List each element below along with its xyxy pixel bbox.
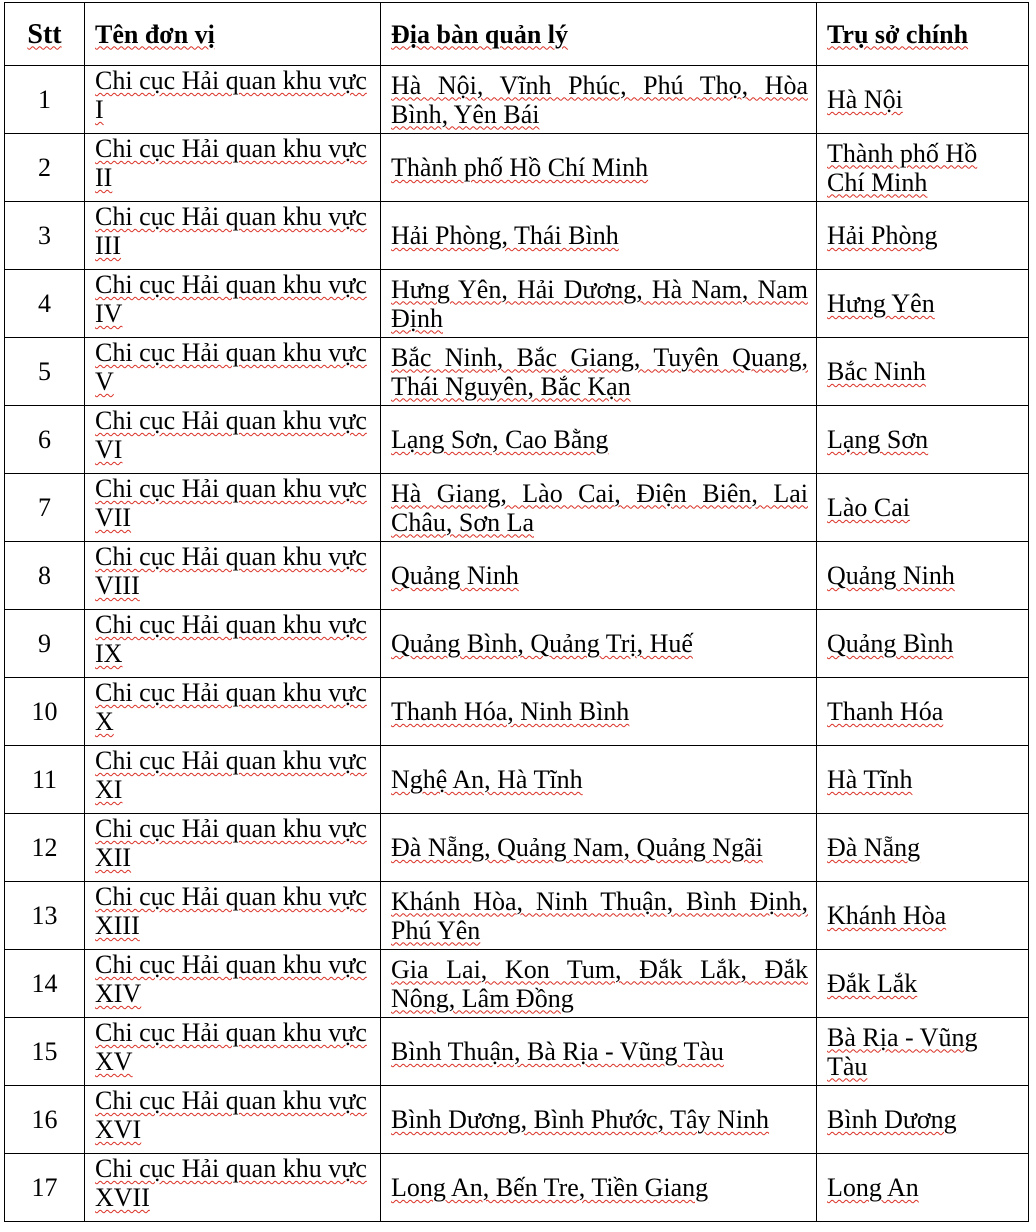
row-headquarters-cell: [817, 66, 1029, 134]
row-headquarters-cell: [817, 474, 1029, 542]
row-stt-text: 4: [38, 289, 51, 318]
table-row: [5, 270, 1029, 338]
row-stt-text: 1: [38, 85, 51, 114]
row-headquarters-text: Lạng Sơn: [827, 425, 929, 454]
row-unit-name-cell: [85, 814, 381, 882]
header-headquarters: Trụ sở chính: [817, 3, 1029, 66]
row-stt-cell: [5, 542, 85, 610]
row-headquarters-text: Lào Cai: [827, 493, 911, 522]
row-stt-cell: [5, 950, 85, 1018]
row-headquarters-text: Bà Rịa - Vũng Tàu: [827, 1022, 978, 1081]
row-unit-name-cell: [85, 474, 381, 542]
row-headquarters-cell: [817, 134, 1029, 202]
row-unit-name-cell: [85, 134, 381, 202]
row-headquarters-text: Hà Tĩnh: [827, 765, 913, 794]
row-unit-name-text: Chi cục Hải quan khu vực V: [95, 338, 367, 396]
row-headquarters-text: Đà Nẵng: [827, 833, 921, 862]
row-stt-text: 17: [31, 1173, 58, 1202]
table-row: [5, 1086, 1029, 1154]
row-stt-text: 16: [31, 1105, 58, 1134]
table-row: [5, 66, 1029, 134]
row-unit-name-cell: [85, 1154, 381, 1222]
table-row: [5, 1018, 1029, 1086]
row-headquarters-cell: [817, 202, 1029, 270]
row-unit-name-cell: [85, 678, 381, 746]
row-headquarters-text: Khánh Hòa: [827, 901, 947, 930]
row-stt-text: 6: [38, 425, 51, 454]
row-managed-area-text: Quảng Ninh: [391, 561, 519, 590]
table-row: [5, 542, 1029, 610]
row-headquarters-cell: [817, 746, 1029, 814]
row-headquarters-text: Hưng Yên: [827, 289, 935, 318]
table-row: [5, 882, 1029, 950]
row-managed-area-text: Quảng Bình, Quảng Trị, Huế: [391, 629, 693, 658]
row-unit-name-cell: [85, 950, 381, 1018]
row-headquarters-cell: [817, 542, 1029, 610]
row-managed-area-cell: [381, 406, 817, 474]
header-stt: Stt: [5, 3, 85, 66]
table-row: [5, 746, 1029, 814]
row-headquarters-cell: [817, 678, 1029, 746]
table-row: [5, 474, 1029, 542]
row-stt-cell: [5, 882, 85, 950]
row-stt-cell: [5, 474, 85, 542]
row-stt-text: 5: [38, 357, 51, 386]
row-stt-cell: [5, 134, 85, 202]
row-stt-cell: [5, 1154, 85, 1222]
table-row: [5, 406, 1029, 474]
row-managed-area-cell: [381, 66, 817, 134]
row-stt-cell: [5, 610, 85, 678]
row-managed-area-text: Hà Giang, Lào Cai, Điện Biên, Lai Châu, Sơn La: [391, 478, 808, 537]
row-managed-area-cell: [381, 610, 817, 678]
row-stt-cell: [5, 678, 85, 746]
row-stt-text: 3: [38, 221, 51, 250]
row-managed-area-cell: [381, 882, 817, 950]
row-headquarters-cell: [817, 406, 1029, 474]
row-stt-text: 9: [38, 629, 51, 658]
row-stt-cell: [5, 406, 85, 474]
row-managed-area-text: Thanh Hóa, Ninh Bình: [391, 697, 630, 726]
row-managed-area-cell: [381, 678, 817, 746]
table-row: [5, 678, 1029, 746]
row-unit-name-text: Chi cục Hải quan khu vực X: [95, 678, 367, 736]
row-managed-area-cell: [381, 746, 817, 814]
row-headquarters-text: Quảng Bình: [827, 629, 954, 658]
row-managed-area-cell: [381, 270, 817, 338]
header-unit-name: Tên đơn vị: [85, 3, 381, 66]
row-managed-area-cell: [381, 1018, 817, 1086]
row-unit-name-text: Chi cục Hải quan khu vực I: [95, 66, 367, 124]
row-unit-name-text: Chi cục Hải quan khu vực IV: [95, 270, 367, 328]
row-headquarters-text: Hà Nội: [827, 85, 903, 114]
row-headquarters-text: Bình Dương: [827, 1105, 957, 1134]
row-headquarters-text: Thành phố Hồ Chí Minh: [827, 138, 978, 197]
row-unit-name-text: Chi cục Hải quan khu vực XV: [95, 1018, 367, 1076]
row-stt-cell: [5, 338, 85, 406]
row-unit-name-text: Chi cục Hải quan khu vực XVII: [95, 1154, 367, 1212]
row-managed-area-cell: [381, 542, 817, 610]
row-unit-name-text: Chi cục Hải quan khu vực VII: [95, 474, 367, 532]
table-row: [5, 134, 1029, 202]
row-unit-name-text: Chi cục Hải quan khu vực XIV: [95, 950, 367, 1008]
row-managed-area-cell: [381, 814, 817, 882]
row-unit-name-cell: [85, 270, 381, 338]
row-stt-text: 2: [38, 153, 51, 182]
table-row: [5, 1154, 1029, 1222]
row-managed-area-cell: [381, 474, 817, 542]
row-headquarters-cell: [817, 338, 1029, 406]
row-stt-text: 11: [31, 765, 58, 794]
row-stt-text: 15: [31, 1037, 58, 1066]
customs-units-table: [4, 2, 1029, 1222]
row-stt-text: 7: [38, 493, 51, 522]
row-stt-text: 10: [31, 697, 58, 726]
row-managed-area-text: Lạng Sơn, Cao Bằng: [391, 425, 609, 454]
table-row: [5, 950, 1029, 1018]
table-header: [5, 3, 1029, 66]
row-stt-cell: [5, 746, 85, 814]
row-managed-area-text: Hà Nội, Vĩnh Phúc, Phú Thọ, Hòa Bình, Yên Bái: [391, 70, 808, 129]
row-stt-text: 8: [38, 561, 51, 590]
table-row: [5, 610, 1029, 678]
row-headquarters-cell: [817, 1018, 1029, 1086]
table-body: [5, 66, 1029, 1222]
row-managed-area-cell: [381, 950, 817, 1018]
row-stt-text: 14: [31, 969, 58, 998]
row-headquarters-cell: [817, 270, 1029, 338]
row-managed-area-cell: [381, 1154, 817, 1222]
row-unit-name-text: Chi cục Hải quan khu vực XII: [95, 814, 367, 872]
table-row: [5, 202, 1029, 270]
row-managed-area-text: Bắc Ninh, Bắc Giang, Tuyên Quang, Thái Nguyên, Bắc Kạn: [391, 342, 808, 401]
row-stt-cell: [5, 814, 85, 882]
row-headquarters-cell: [817, 1086, 1029, 1154]
row-stt-text: 13: [31, 901, 58, 930]
row-unit-name-text: Chi cục Hải quan khu vực VIII: [95, 542, 367, 600]
row-unit-name-text: Chi cục Hải quan khu vực XVI: [95, 1086, 367, 1144]
row-stt-cell: [5, 202, 85, 270]
row-headquarters-text: Quảng Ninh: [827, 561, 955, 590]
row-managed-area-text: Nghệ An, Hà Tĩnh: [391, 765, 583, 794]
row-managed-area-text: Thành phố Hồ Chí Minh: [391, 153, 649, 182]
row-unit-name-text: Chi cục Hải quan khu vực VI: [95, 406, 367, 464]
table-row: [5, 814, 1029, 882]
row-stt-cell: [5, 270, 85, 338]
row-managed-area-text: Long An, Bến Tre, Tiền Giang: [391, 1173, 709, 1202]
row-unit-name-cell: [85, 610, 381, 678]
row-unit-name-cell: [85, 406, 381, 474]
row-headquarters-text: Hải Phòng: [827, 221, 938, 250]
row-unit-name-cell: [85, 1086, 381, 1154]
row-headquarters-cell: [817, 814, 1029, 882]
row-unit-name-cell: [85, 542, 381, 610]
row-managed-area-text: Bình Dương, Bình Phước, Tây Ninh: [391, 1105, 770, 1134]
row-managed-area-text: Đà Nẵng, Quảng Nam, Quảng Ngãi: [391, 833, 763, 862]
row-managed-area-cell: [381, 134, 817, 202]
row-stt-cell: [5, 66, 85, 134]
row-stt-text: 12: [31, 833, 58, 862]
row-headquarters-cell: [817, 610, 1029, 678]
row-managed-area-text: Bình Thuận, Bà Rịa - Vũng Tàu: [391, 1037, 724, 1066]
row-stt-cell: [5, 1086, 85, 1154]
row-managed-area-text: Khánh Hòa, Ninh Thuận, Bình Định, Phú Yên: [391, 886, 808, 945]
row-unit-name-text: Chi cục Hải quan khu vực XIII: [95, 882, 367, 940]
header-row: [5, 3, 1029, 66]
row-managed-area-text: Hưng Yên, Hải Dương, Hà Nam, Nam Định: [391, 274, 808, 333]
row-unit-name-text: Chi cục Hải quan khu vực IX: [95, 610, 367, 668]
row-unit-name-cell: [85, 882, 381, 950]
row-managed-area-cell: [381, 202, 817, 270]
header-managed-area: Địa bàn quản lý: [381, 3, 817, 66]
row-unit-name-text: Chi cục Hải quan khu vực III: [95, 202, 367, 260]
row-headquarters-cell: [817, 950, 1029, 1018]
row-headquarters-text: Long An: [827, 1173, 919, 1202]
row-managed-area-cell: [381, 1086, 817, 1154]
row-managed-area-cell: [381, 338, 817, 406]
row-unit-name-cell: [85, 202, 381, 270]
row-unit-name-cell: [85, 746, 381, 814]
row-stt-cell: [5, 1018, 85, 1086]
row-headquarters-cell: [817, 1154, 1029, 1222]
row-managed-area-text: Hải Phòng, Thái Bình: [391, 221, 619, 250]
row-unit-name-cell: [85, 338, 381, 406]
row-headquarters-text: Bắc Ninh: [827, 357, 926, 386]
row-unit-name-cell: [85, 66, 381, 134]
row-unit-name-text: Chi cục Hải quan khu vực XI: [95, 746, 367, 804]
row-unit-name-cell: [85, 1018, 381, 1086]
row-headquarters-text: Thanh Hóa: [827, 697, 944, 726]
table-row: [5, 338, 1029, 406]
row-unit-name-text: Chi cục Hải quan khu vực II: [95, 134, 367, 192]
row-headquarters-cell: [817, 882, 1029, 950]
row-headquarters-text: Đắk Lắk: [827, 969, 918, 998]
row-managed-area-text: Gia Lai, Kon Tum, Đắk Lắk, Đắk Nông, Lâm Đồng: [391, 954, 808, 1013]
